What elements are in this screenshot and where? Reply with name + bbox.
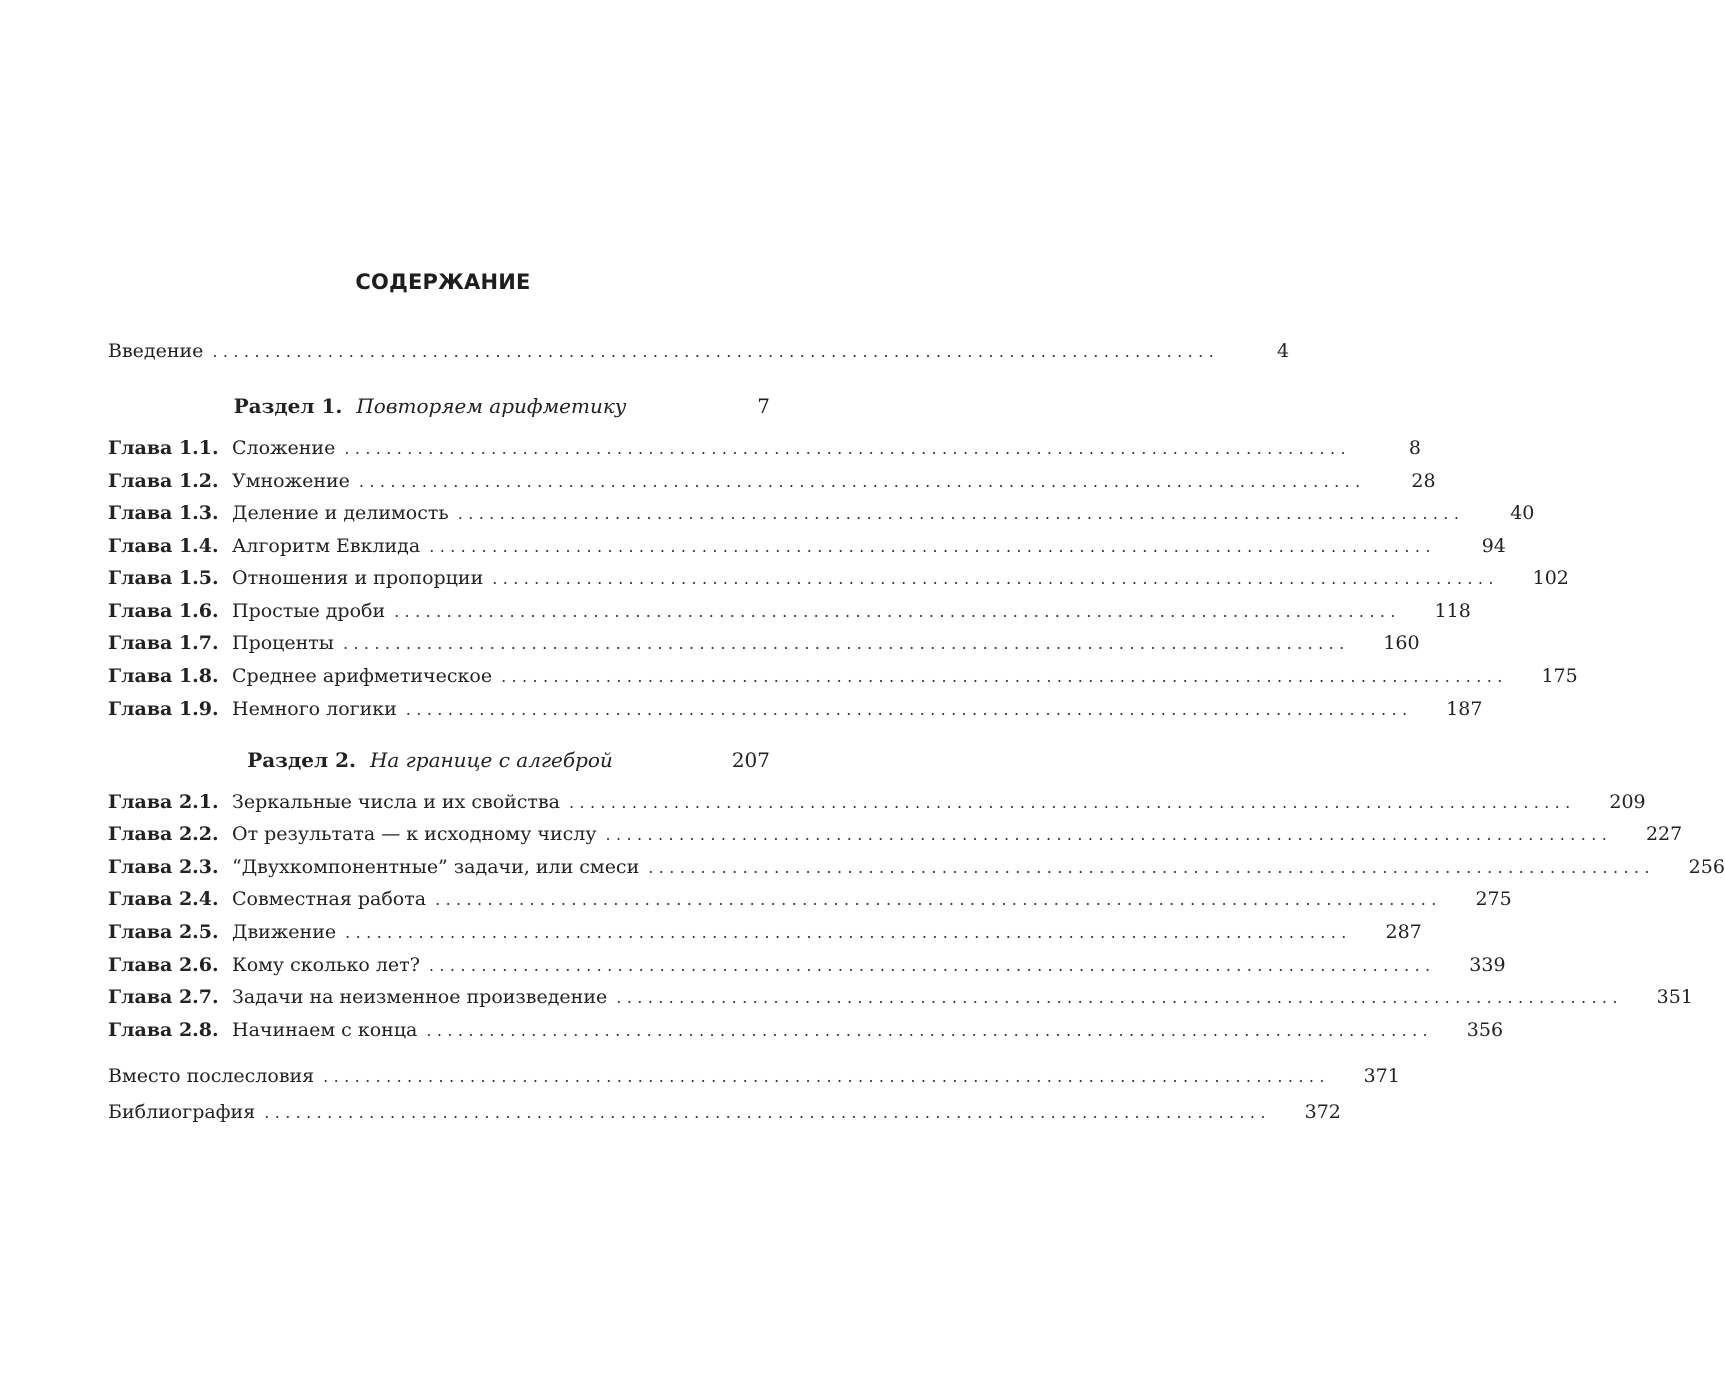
chapter-number: Глава 2.7. xyxy=(108,986,219,1008)
dot-leader: ................................................................................................ xyxy=(457,504,1465,523)
toc-chapter-row[interactable] xyxy=(108,917,1422,947)
page-number: 94 xyxy=(1481,535,1506,557)
section-title: На границе с алгеброй xyxy=(369,748,613,772)
section-number: Раздел 2. xyxy=(247,748,356,772)
chapter-title: Начинаем с конца xyxy=(232,1019,418,1041)
page-number: 209 xyxy=(1609,791,1646,813)
chapter-title: Задачи на неизменное произведение xyxy=(232,986,608,1008)
page-number: 356 xyxy=(1466,1019,1504,1041)
toc-chapter-row[interactable] xyxy=(108,852,1725,882)
toc-entry-afterword[interactable] xyxy=(108,1061,1400,1091)
chapter-number: Глава 2.4. xyxy=(108,888,219,910)
chapter-title: Проценты xyxy=(232,632,334,654)
page-number: 256 xyxy=(1688,856,1725,878)
chapter-title: Среднее арифметическое xyxy=(232,665,493,687)
page-number: 175 xyxy=(1541,665,1578,687)
page-number: 351 xyxy=(1656,986,1693,1008)
dot-leader: ................................................................................................ xyxy=(426,1021,1434,1040)
toc-chapter-row[interactable] xyxy=(108,466,1436,496)
chapter-number: Глава 1.1. xyxy=(108,437,219,459)
toc-chapter-row[interactable] xyxy=(108,596,1471,626)
toc-chapter-row[interactable] xyxy=(108,498,1535,528)
entry-label: Введение xyxy=(108,340,204,362)
chapter-title: Сложение xyxy=(232,437,336,459)
chapter-title: Совместная работа xyxy=(232,888,427,910)
chapter-title: Простые дроби xyxy=(232,600,386,622)
dot-leader: ................................................................................................ xyxy=(405,700,1413,719)
toc-chapter-row[interactable] xyxy=(108,694,1483,724)
dot-leader: ................................................................................................ xyxy=(342,634,1350,653)
chapter-number: Глава 1.7. xyxy=(108,632,219,654)
dot-leader: ................................................................................................ xyxy=(429,537,1436,556)
page-number: 160 xyxy=(1383,632,1420,654)
chapter-title: Немного логики xyxy=(232,698,397,720)
toc-chapter-row[interactable] xyxy=(108,950,1506,980)
dot-leader: ................................................................................................ xyxy=(616,988,1623,1007)
page-number: 371 xyxy=(1363,1065,1400,1087)
toc-chapter-row[interactable] xyxy=(108,433,1421,463)
toc-chapter-row[interactable] xyxy=(108,661,1578,691)
dot-leader: ................................................................................................ xyxy=(264,1103,1271,1122)
page-number: 207 xyxy=(731,748,770,772)
page-number: 187 xyxy=(1446,698,1483,720)
page-number: 275 xyxy=(1475,888,1512,910)
dot-leader: ................................................................................................ xyxy=(323,1067,1330,1086)
toc-chapter-row[interactable] xyxy=(108,884,1512,914)
chapter-number: Глава 1.4. xyxy=(108,535,219,557)
chapter-number: Глава 1.6. xyxy=(108,600,219,622)
dot-leader: ................................................................................................ xyxy=(501,667,1508,686)
chapter-title: Кому сколько лет? xyxy=(232,954,420,976)
chapter-title: Умножение xyxy=(232,470,350,492)
chapter-title: Зеркальные числа и их свойства xyxy=(232,791,560,813)
toc-chapter-row[interactable] xyxy=(108,563,1569,593)
toc-entry-introduction[interactable] xyxy=(108,336,1290,366)
toc-chapter-row[interactable] xyxy=(108,982,1693,1012)
toc-section-1[interactable] xyxy=(108,391,770,421)
page-number: 339 xyxy=(1469,954,1506,976)
chapter-number: Глава 2.3. xyxy=(108,856,219,878)
toc-chapter-row[interactable] xyxy=(108,787,1646,817)
toc-chapter-row[interactable] xyxy=(108,628,1420,658)
toc-entry-bibliography[interactable] xyxy=(108,1097,1341,1127)
page-number: 227 xyxy=(1645,823,1683,845)
page-number: 8 xyxy=(1408,437,1421,459)
dot-leader: ................................................................................................ xyxy=(428,956,1436,975)
page-title: СОДЕРЖАНИЕ xyxy=(355,270,531,294)
entry-label: Библиография xyxy=(108,1101,256,1123)
chapter-number: Глава 1.3. xyxy=(108,502,219,524)
dot-leader: ................................................................................................ xyxy=(345,923,1352,942)
dot-leader: ................................................................................................ xyxy=(435,890,1442,909)
chapter-number: Глава 2.6. xyxy=(108,954,219,976)
dot-leader: ................................................................................................ xyxy=(605,825,1613,844)
page-number: 118 xyxy=(1434,600,1471,622)
page-number: 28 xyxy=(1411,470,1436,492)
chapter-title: Деление и делимость xyxy=(232,502,449,524)
section-title: Повторяем арифметику xyxy=(356,394,627,418)
toc-chapter-row[interactable] xyxy=(108,1015,1504,1045)
chapter-number: Глава 1.5. xyxy=(108,567,219,589)
page-number: 102 xyxy=(1532,567,1569,589)
dot-leader: ................................................................................................ xyxy=(212,342,1220,361)
toc-chapter-row[interactable] xyxy=(108,819,1683,849)
chapter-title: От результата — к исходному числу xyxy=(232,823,597,845)
page-number: 372 xyxy=(1304,1101,1341,1123)
page-number: 7 xyxy=(757,394,770,418)
page-number: 4 xyxy=(1276,340,1290,362)
chapter-number: Глава 2.5. xyxy=(108,921,219,943)
dot-leader: ................................................................................................ xyxy=(344,439,1351,458)
section-number: Раздел 1. xyxy=(233,394,343,418)
dot-leader: ................................................................................................ xyxy=(568,793,1576,812)
chapter-number: Глава 1.9. xyxy=(108,698,219,720)
entry-label: Вместо послесловия xyxy=(108,1065,315,1087)
dot-leader: ................................................................................................ xyxy=(394,602,1401,621)
page-number: 40 xyxy=(1510,502,1535,524)
dot-leader: ................................................................................................ xyxy=(492,569,1499,588)
chapter-number: Глава 1.8. xyxy=(108,665,219,687)
chapter-number: Глава 2.1. xyxy=(108,791,219,813)
chapter-title: Отношения и пропорции xyxy=(232,567,484,589)
chapter-title: “Двухкомпонентные” задачи, или смеси xyxy=(232,856,640,878)
dot-leader: ................................................................................................ xyxy=(648,858,1655,877)
chapter-title: Движение xyxy=(232,921,337,943)
chapter-number: Глава 2.2. xyxy=(108,823,219,845)
dot-leader: ................................................................................................ xyxy=(358,472,1366,491)
chapter-title: Алгоритм Евклида xyxy=(232,535,421,557)
toc-chapter-row[interactable] xyxy=(108,531,1506,561)
toc-section-2[interactable] xyxy=(108,745,770,775)
chapter-number: Глава 2.8. xyxy=(108,1019,219,1041)
page-number: 287 xyxy=(1385,921,1422,943)
chapter-number: Глава 1.2. xyxy=(108,470,219,492)
